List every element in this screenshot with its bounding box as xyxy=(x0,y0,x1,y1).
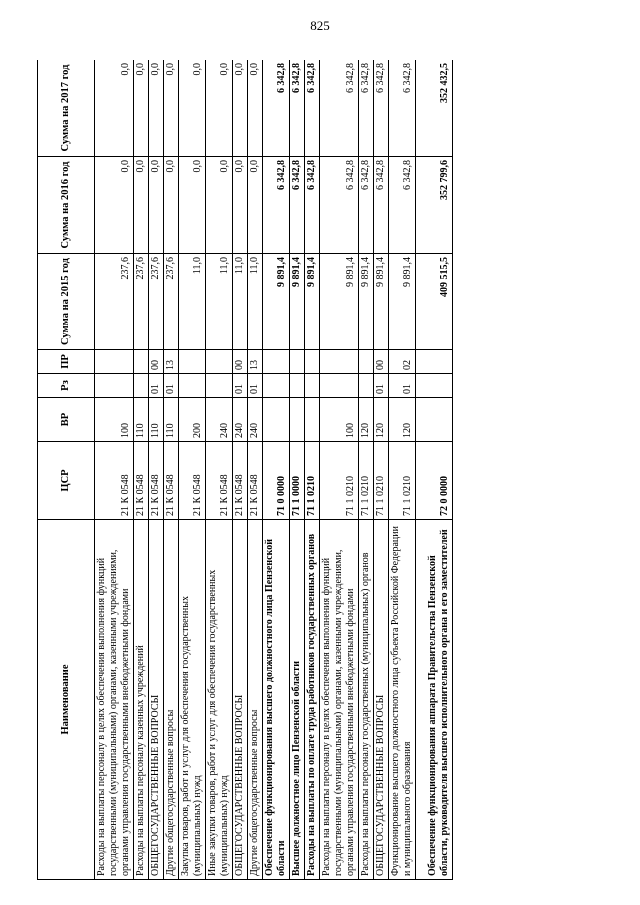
cell-name: Обеспечение функционирования аппарата Правительства Пензенской области, руководителя высшего исполнительного органа и его заместителей xyxy=(416,520,453,880)
cell-sum-2016: 352 799,6 xyxy=(416,157,453,254)
cell-sum-2016: 6 342,8 xyxy=(263,157,290,254)
header-sum-2015: Сумма на 2015 год xyxy=(38,254,95,350)
cell-rz xyxy=(206,374,233,398)
cell-csr: 21 К 0548 xyxy=(149,442,164,520)
table-header-row xyxy=(38,60,95,880)
table-body xyxy=(95,60,453,880)
cell-sum-2015: 9 891,4 xyxy=(389,254,416,350)
cell-csr: 72 0 0000 xyxy=(416,442,453,520)
cell-name: Высшее должностное лицо Пензенской области xyxy=(290,520,305,880)
table-row xyxy=(233,60,248,880)
cell-csr: 21 К 0548 xyxy=(206,442,233,520)
table-row xyxy=(206,60,233,880)
cell-rz xyxy=(179,374,206,398)
cell-sum-2016: 0,0 xyxy=(233,157,248,254)
cell-sum-2017: 0,0 xyxy=(248,60,263,157)
cell-vr: 120 xyxy=(359,398,374,442)
cell-sum-2015: 9 891,4 xyxy=(320,254,359,350)
cell-sum-2015: 237,6 xyxy=(164,254,179,350)
cell-sum-2017: 0,0 xyxy=(95,60,134,157)
header-sum-2016: Сумма на 2016 год xyxy=(38,157,95,254)
header-vr: ВР xyxy=(38,398,95,442)
cell-name: Расходы на выплаты персоналу в целях обеспечения выполнения функций государственными (муниципальными) органами, казенными учреждениями, органами управления государственными внебюджетными фондами xyxy=(95,520,134,880)
table-row xyxy=(305,60,320,880)
cell-csr: 71 1 0210 xyxy=(389,442,416,520)
cell-vr: 120 xyxy=(389,398,416,442)
table-row xyxy=(134,60,149,880)
cell-sum-2015: 9 891,4 xyxy=(263,254,290,350)
cell-name: Другие общегосударственные вопросы xyxy=(164,520,179,880)
cell-sum-2017: 352 432,5 xyxy=(416,60,453,157)
cell-sum-2017: 6 342,8 xyxy=(359,60,374,157)
cell-vr: 110 xyxy=(164,398,179,442)
cell-vr xyxy=(263,398,290,442)
cell-pr: 00 xyxy=(149,350,164,374)
cell-name: ОБЩЕГОСУДАРСТВЕННЫЕ ВОПРОСЫ xyxy=(149,520,164,880)
cell-pr xyxy=(206,350,233,374)
cell-rz xyxy=(134,374,149,398)
table-row xyxy=(374,60,389,880)
cell-sum-2016: 6 342,8 xyxy=(374,157,389,254)
cell-sum-2017: 6 342,8 xyxy=(290,60,305,157)
header-pr: ПР xyxy=(38,350,95,374)
cell-sum-2017: 0,0 xyxy=(164,60,179,157)
header-csr: ЦСР xyxy=(38,442,95,520)
cell-vr: 240 xyxy=(206,398,233,442)
header-name: Наименование xyxy=(38,520,95,880)
cell-csr: 21 К 0548 xyxy=(95,442,134,520)
cell-name: Функционирование высшего должностного лица субъекта Российской Федерации и муниципального образования xyxy=(389,520,416,880)
cell-pr: 00 xyxy=(374,350,389,374)
cell-vr xyxy=(416,398,453,442)
cell-sum-2017: 6 342,8 xyxy=(389,60,416,157)
cell-csr: 71 1 0210 xyxy=(359,442,374,520)
table-row xyxy=(359,60,374,880)
cell-rz xyxy=(320,374,359,398)
cell-sum-2016: 0,0 xyxy=(95,157,134,254)
cell-rz xyxy=(263,374,290,398)
cell-name: Расходы на выплаты по оплате труда работников государственных органов xyxy=(305,520,320,880)
cell-sum-2017: 0,0 xyxy=(134,60,149,157)
cell-sum-2015: 237,6 xyxy=(134,254,149,350)
cell-sum-2015: 11,0 xyxy=(179,254,206,350)
cell-sum-2015: 11,0 xyxy=(248,254,263,350)
cell-csr: 71 0 0000 xyxy=(263,442,290,520)
cell-vr: 240 xyxy=(248,398,263,442)
cell-csr: 21 К 0548 xyxy=(233,442,248,520)
cell-sum-2016: 6 342,8 xyxy=(290,157,305,254)
cell-sum-2015: 409 515,5 xyxy=(416,254,453,350)
table-row xyxy=(290,60,305,880)
cell-pr xyxy=(134,350,149,374)
cell-sum-2016: 0,0 xyxy=(248,157,263,254)
cell-vr: 110 xyxy=(149,398,164,442)
cell-rz xyxy=(290,374,305,398)
cell-sum-2015: 9 891,4 xyxy=(290,254,305,350)
cell-sum-2015: 11,0 xyxy=(206,254,233,350)
cell-pr: 13 xyxy=(248,350,263,374)
cell-sum-2017: 0,0 xyxy=(233,60,248,157)
cell-sum-2016: 0,0 xyxy=(206,157,233,254)
cell-csr: 71 1 0210 xyxy=(374,442,389,520)
cell-sum-2017: 0,0 xyxy=(206,60,233,157)
cell-csr: 71 1 0000 xyxy=(290,442,305,520)
cell-sum-2017: 0,0 xyxy=(179,60,206,157)
cell-name: Расходы на выплаты персоналу государственных (муниципальных) органов xyxy=(359,520,374,880)
cell-name: Расходы на выплаты персоналу казенных учреждений xyxy=(134,520,149,880)
cell-vr: 110 xyxy=(134,398,149,442)
cell-sum-2015: 237,6 xyxy=(95,254,134,350)
cell-pr: 02 xyxy=(389,350,416,374)
cell-rz xyxy=(305,374,320,398)
header-rz: Рз xyxy=(38,374,95,398)
cell-sum-2016: 0,0 xyxy=(134,157,149,254)
cell-sum-2017: 6 342,8 xyxy=(263,60,290,157)
cell-vr: 200 xyxy=(179,398,206,442)
cell-sum-2015: 9 891,4 xyxy=(359,254,374,350)
cell-sum-2016: 6 342,8 xyxy=(305,157,320,254)
cell-vr: 100 xyxy=(95,398,134,442)
cell-rz xyxy=(95,374,134,398)
cell-pr xyxy=(320,350,359,374)
cell-sum-2016: 0,0 xyxy=(179,157,206,254)
table-row xyxy=(389,60,416,880)
cell-sum-2015: 11,0 xyxy=(233,254,248,350)
table-row xyxy=(179,60,206,880)
cell-csr: 71 1 0210 xyxy=(305,442,320,520)
table-row xyxy=(164,60,179,880)
cell-pr xyxy=(305,350,320,374)
cell-sum-2017: 6 342,8 xyxy=(374,60,389,157)
cell-rz: 01 xyxy=(149,374,164,398)
cell-pr: 13 xyxy=(164,350,179,374)
cell-name: ОБЩЕГОСУДАРСТВЕННЫЕ ВОПРОСЫ xyxy=(233,520,248,880)
header-sum-2017: Сумма на 2017 год xyxy=(38,60,95,157)
page-number: 825 xyxy=(310,18,330,33)
cell-pr xyxy=(416,350,453,374)
cell-sum-2017: 6 342,8 xyxy=(320,60,359,157)
cell-rz: 01 xyxy=(248,374,263,398)
cell-csr: 21 К 0548 xyxy=(179,442,206,520)
table-row xyxy=(149,60,164,880)
cell-vr xyxy=(290,398,305,442)
cell-sum-2017: 0,0 xyxy=(149,60,164,157)
table-row xyxy=(248,60,263,880)
cell-rz: 01 xyxy=(233,374,248,398)
cell-pr xyxy=(179,350,206,374)
cell-csr: 21 К 0548 xyxy=(164,442,179,520)
cell-csr: 21 К 0548 xyxy=(134,442,149,520)
cell-vr: 120 xyxy=(374,398,389,442)
cell-rz xyxy=(359,374,374,398)
cell-pr xyxy=(263,350,290,374)
cell-name: ОБЩЕГОСУДАРСТВЕННЫЕ ВОПРОСЫ xyxy=(374,520,389,880)
cell-sum-2016: 6 342,8 xyxy=(320,157,359,254)
cell-rz: 01 xyxy=(389,374,416,398)
cell-name: Закупка товаров, работ и услуг для обеспечения государственных (муниципальных) нужд xyxy=(179,520,206,880)
cell-name: Обеспечение функционирования высшего должностного лица Пензенской области xyxy=(263,520,290,880)
cell-sum-2016: 0,0 xyxy=(164,157,179,254)
table-row xyxy=(263,60,290,880)
cell-pr: 00 xyxy=(233,350,248,374)
table-row xyxy=(320,60,359,880)
cell-rz xyxy=(416,374,453,398)
cell-sum-2015: 9 891,4 xyxy=(374,254,389,350)
budget-table xyxy=(37,60,453,880)
cell-pr xyxy=(95,350,134,374)
table-row xyxy=(95,60,134,880)
cell-pr xyxy=(359,350,374,374)
cell-sum-2015: 9 891,4 xyxy=(305,254,320,350)
cell-rz: 01 xyxy=(374,374,389,398)
budget-table-container xyxy=(37,60,617,880)
cell-rz: 01 xyxy=(164,374,179,398)
cell-sum-2016: 6 342,8 xyxy=(389,157,416,254)
cell-name: Расходы на выплаты персоналу в целях обеспечения выполнения функций государственными (муниципальными) органами, казенными учреждениями, органами управления государственными внебюджетными фондами xyxy=(320,520,359,880)
cell-name: Другие общегосударственные вопросы xyxy=(248,520,263,880)
cell-pr xyxy=(290,350,305,374)
rotated-table-area xyxy=(37,60,617,880)
cell-vr: 240 xyxy=(233,398,248,442)
table-row xyxy=(416,60,453,880)
cell-sum-2015: 237,6 xyxy=(149,254,164,350)
cell-sum-2016: 0,0 xyxy=(149,157,164,254)
cell-csr: 71 1 0210 xyxy=(320,442,359,520)
cell-vr xyxy=(305,398,320,442)
cell-sum-2017: 6 342,8 xyxy=(305,60,320,157)
cell-sum-2016: 6 342,8 xyxy=(359,157,374,254)
cell-name: Иные закупки товаров, работ и услуг для обеспечения государственных (муниципальных) нужд xyxy=(206,520,233,880)
cell-vr: 100 xyxy=(320,398,359,442)
cell-csr: 21 К 0548 xyxy=(248,442,263,520)
